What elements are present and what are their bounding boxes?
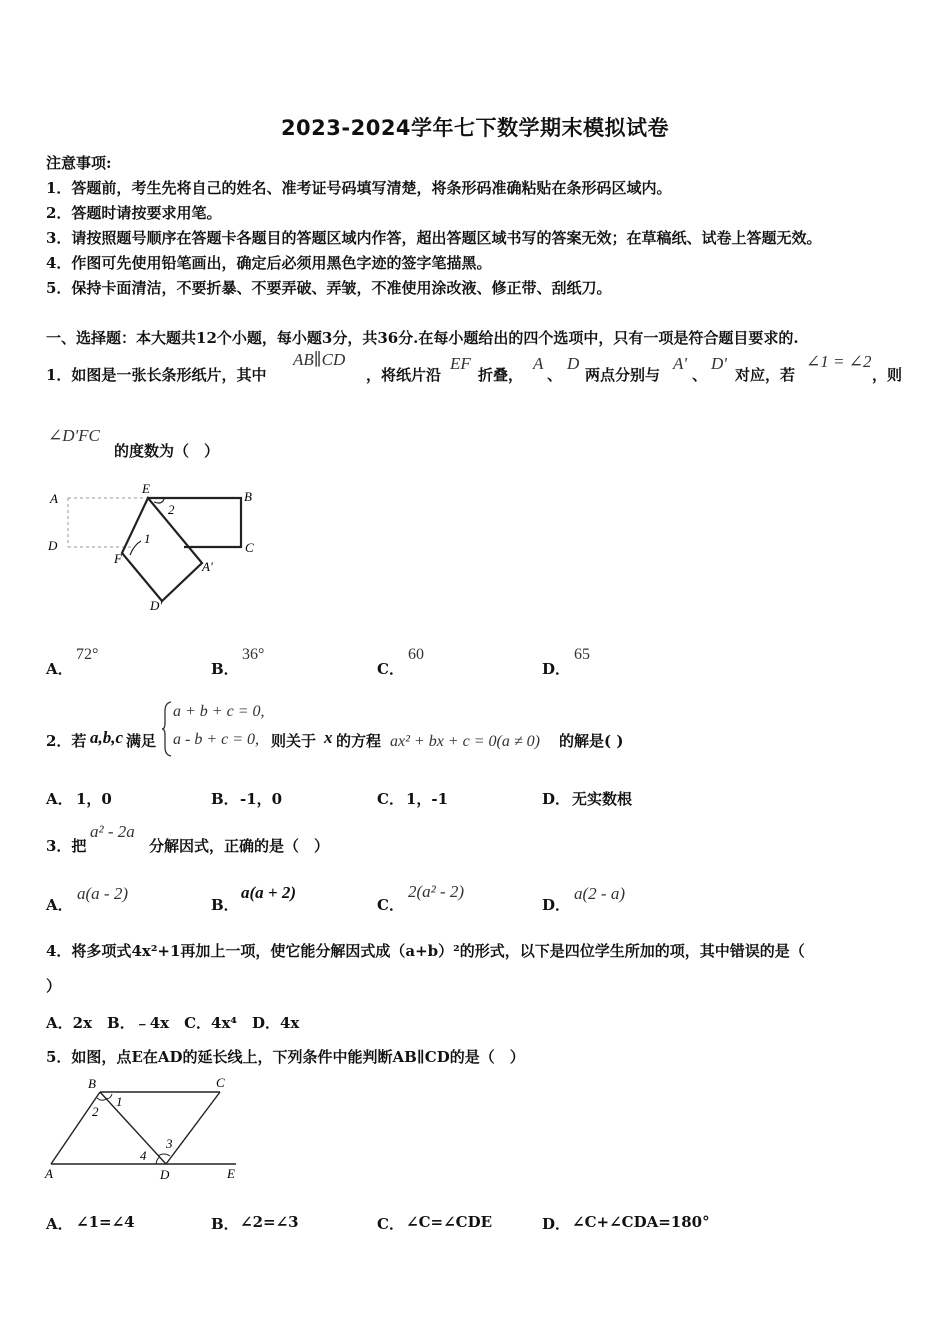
q1-text-2: ，将纸片沿 xyxy=(366,366,442,384)
q2-equation-3: ax² + bx + c = 0(a ≠ 0) xyxy=(390,733,540,750)
fig5-label-c: C xyxy=(216,1075,225,1090)
q1-option-c-label: C． xyxy=(377,660,404,678)
q1-math-angle-dfc: ∠D'FC xyxy=(48,426,100,445)
q5-option-d-value: ∠C+∠CDA=180° xyxy=(572,1213,710,1231)
q4-text-line-2: ） xyxy=(46,977,62,995)
fig5-label-b: B xyxy=(88,1076,96,1091)
notice-item-5: 5．保持卡面清洁，不要折暴、不要弄破、弄皱，不准使用涂改液、修正带、刮纸刀。 xyxy=(46,279,612,297)
fig1-label-d: D xyxy=(48,538,58,553)
q1-math-ef: EF xyxy=(450,354,471,373)
fig5-label-2: 2 xyxy=(92,1104,99,1119)
page-title: 2023-2024学年七下数学期末模拟试卷 xyxy=(280,116,670,140)
fig5-label-3: 3 xyxy=(166,1136,173,1151)
q2-option-d-label: D． xyxy=(542,790,571,808)
q2-option-c-value: 1，-1 xyxy=(406,790,449,808)
q3-option-a-value: a(a - 2) xyxy=(77,884,128,903)
q1-figure xyxy=(44,483,274,618)
q5-option-a-value: ∠1=∠4 xyxy=(76,1213,135,1231)
q1-math-ab-cd: AB∥CD xyxy=(293,350,346,369)
q1-option-b-value: 36° xyxy=(242,646,265,663)
fig1-label-a-prime: A' xyxy=(202,559,213,574)
fig5-label-1: 1 xyxy=(116,1094,123,1109)
fig1-strip-right xyxy=(148,498,241,547)
q2-option-b-value: -1，0 xyxy=(240,790,283,808)
q2-option-a-label: A． xyxy=(46,790,73,808)
fig1-label-d-prime: D' xyxy=(150,598,163,613)
q1-math-a-prime: A' xyxy=(673,354,688,373)
fig5-angle-2-arc xyxy=(97,1098,106,1100)
q4-options: A．2x B．﹣4x C．4x⁴ D．4x xyxy=(46,1014,300,1032)
fig5-label-4: 4 xyxy=(140,1148,147,1163)
notice-item-2: 2．答题时请按要求用笔。 xyxy=(46,204,222,222)
q1-text-8: ，则 xyxy=(872,366,903,384)
q5-option-c-label: C． xyxy=(377,1215,404,1233)
q2-equation-1: a + b + c = 0, xyxy=(173,703,265,720)
fig5-label-e: E xyxy=(227,1166,235,1181)
q1-text-7: 对应，若 xyxy=(735,366,796,384)
q2-option-a-value: 1，0 xyxy=(76,790,112,808)
fig1-label-c: C xyxy=(245,540,254,555)
fig1-label-2: 2 xyxy=(168,502,175,517)
q3-option-d-label: D． xyxy=(542,896,571,914)
fig1-label-f: F xyxy=(114,551,122,566)
q5-option-d-label: D． xyxy=(542,1215,571,1233)
q1-text-4: 、 xyxy=(547,366,563,384)
q3-text-2: 分解因式，正确的是（ ） xyxy=(149,837,330,855)
section-heading: 一、选择题：本大题共12个小题，每小题3分，共36分.在每小题给出的四个选项中，只有一项是符合题目要求的. xyxy=(46,329,799,347)
fig1-label-a: A xyxy=(50,491,58,506)
q1-text-9: 的度数为（ ） xyxy=(114,442,220,460)
q5-option-b-value: ∠2=∠3 xyxy=(240,1213,299,1231)
q1-math-angle-eq: ∠1 = ∠2 xyxy=(806,352,872,371)
q2-text-4: 的方程 xyxy=(336,732,382,750)
q1-option-d-label: D． xyxy=(542,660,571,678)
q2-option-b-label: B． xyxy=(211,790,239,808)
fig1-label-1: 1 xyxy=(144,531,151,546)
q1-text-1: 1．如图是一张长条形纸片，其中 xyxy=(46,366,267,384)
q3-option-c-label: C． xyxy=(377,896,404,914)
q3-expression: a² - 2a xyxy=(90,822,135,841)
fig5-angle-4-arc xyxy=(156,1157,160,1164)
q1-option-c-value: 60 xyxy=(408,646,424,663)
fig5-line-cd xyxy=(166,1092,220,1164)
q1-math-a: A xyxy=(533,354,544,373)
q2-option-d-value: 无实数根 xyxy=(572,790,633,808)
q5-figure xyxy=(42,1072,247,1184)
notice-item-4: 4．作图可先使用铅笔画出，确定后必须用黑色字迹的签字笔描黑。 xyxy=(46,254,492,272)
fig1-angle-2-arc xyxy=(154,499,164,503)
q4-text-line-1: 4．将多项式4x²+1再加上一项，使它能分解因式成（a+b）²的形式，以下是四位学生所加的项，其中错误的是（ xyxy=(46,942,805,960)
fig5-angle-1-arc xyxy=(105,1094,112,1099)
q5-option-a-label: A． xyxy=(46,1215,73,1233)
q2-text-2: 满足 xyxy=(126,732,157,750)
fig1-label-b: B xyxy=(244,489,252,504)
q1-option-a-label: A． xyxy=(46,660,73,678)
q2-text-1: 2．若 xyxy=(46,732,87,750)
q2-option-c-label: C． xyxy=(377,790,404,808)
q2-text-5: 的解是( ) xyxy=(559,732,624,750)
q5-option-b-label: B． xyxy=(211,1215,239,1233)
q2-text-3: 则关于 xyxy=(271,732,317,750)
fig5-label-d: D xyxy=(160,1167,170,1182)
fig1-angle-1-arc xyxy=(130,541,141,555)
fig1-label-e: E xyxy=(142,483,150,496)
q3-option-b-value: a(a + 2) xyxy=(241,883,297,902)
q2-x: x xyxy=(324,728,333,747)
q1-text-3: 折叠， xyxy=(478,366,524,384)
q5-option-c-value: ∠C=∠CDE xyxy=(406,1213,493,1231)
q1-text-5: 两点分别与 xyxy=(585,366,661,384)
q3-text-1: 3．把 xyxy=(46,837,87,855)
notice-header: 注意事项: xyxy=(46,154,112,172)
q3-option-d-value: a(2 - a) xyxy=(574,884,625,903)
fig5-label-a: A xyxy=(45,1166,53,1181)
q1-option-b-label: B． xyxy=(211,660,239,678)
q3-option-a-label: A． xyxy=(46,896,73,914)
notice-item-3: 3．请按照题号顺序在答题卡各题目的答题区域内作答，超出答题区域书写的答案无效；在草稿纸、试卷上答题无效。 xyxy=(46,229,822,247)
fig1-folded-part xyxy=(122,498,202,601)
q2-vars: a,b,c xyxy=(90,728,124,747)
q2-equation-2: a - b + c = 0, xyxy=(173,731,260,748)
q3-option-b-label: B． xyxy=(211,896,239,914)
q2-brace xyxy=(161,701,173,757)
q3-option-c-value: 2(a² - 2) xyxy=(408,882,465,901)
fig5-line-bd xyxy=(100,1092,166,1164)
q1-text-6: 、 xyxy=(692,366,708,384)
q1-option-a-value: 72° xyxy=(76,646,99,663)
q1-math-d: D xyxy=(567,354,580,373)
q5-text: 5．如图，点E在AD的延长线上，下列条件中能判断AB∥CD的是（ ） xyxy=(46,1048,525,1066)
fig5-angle-3-arc xyxy=(158,1154,170,1156)
q1-math-d-prime: D' xyxy=(711,354,727,373)
q1-option-d-value: 65 xyxy=(574,646,590,663)
notice-item-1: 1．答题前，考生先将自己的姓名、准考证号码填写清楚，将条形码准确粘贴在条形码区域内。 xyxy=(46,179,672,197)
fig5-line-ab xyxy=(51,1092,100,1164)
